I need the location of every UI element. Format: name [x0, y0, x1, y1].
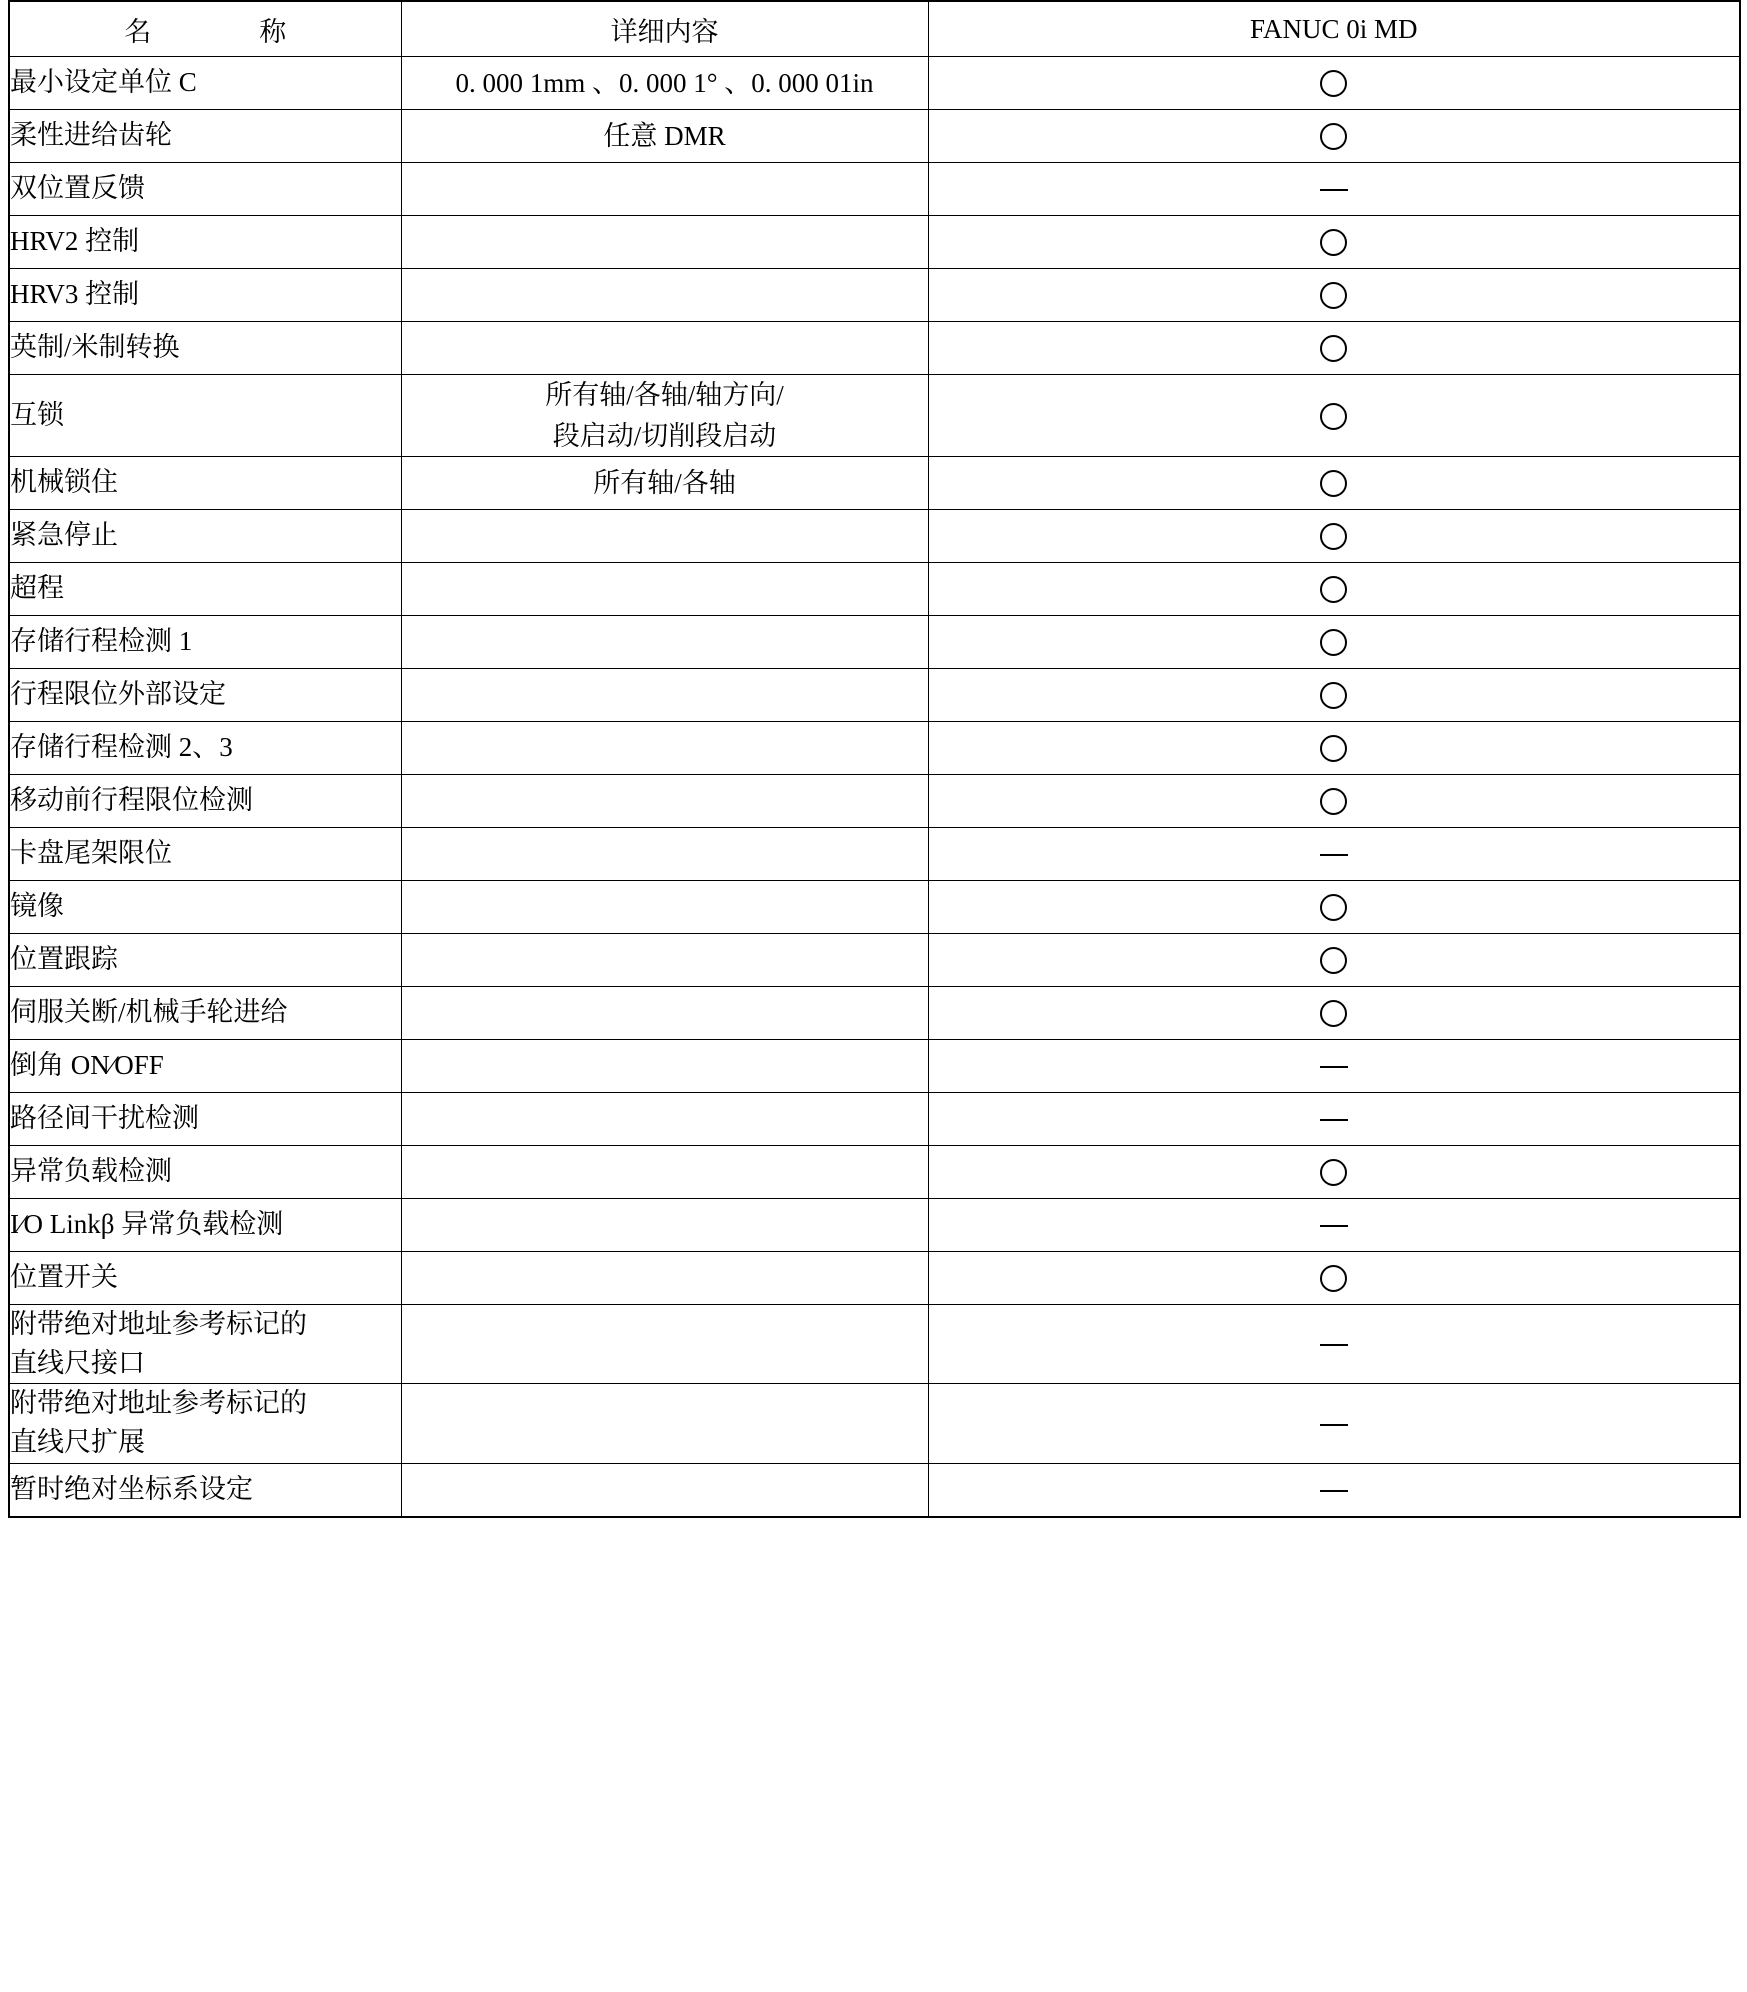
row-detail-cell [401, 987, 928, 1040]
table-row [9, 669, 1740, 722]
not-supported-dash-icon [1320, 1344, 1348, 1346]
row-name-cell: 路径间干扰检测 [9, 1093, 401, 1146]
row-name-cell: 英制/米制转换 [9, 322, 401, 375]
not-supported-dash-icon [1320, 1424, 1348, 1426]
table-row [9, 828, 1740, 881]
row-detail-cell [401, 510, 928, 563]
row-name-line-1: 附带绝对地址参考标记的 [10, 1388, 307, 1419]
row-detail-cell [401, 269, 928, 322]
row-support-mark-cell [928, 1199, 1740, 1252]
row-name-cell [9, 1384, 401, 1463]
supported-circle-icon [1320, 282, 1347, 309]
not-supported-dash-icon [1320, 1225, 1348, 1227]
column-header-model: FANUC 0i MD [928, 1, 1740, 57]
table-row [9, 375, 1740, 457]
row-detail-cell [401, 881, 928, 934]
row-detail-cell: 任意 DMR [401, 110, 928, 163]
table-row [9, 987, 1740, 1040]
row-name-cell: 行程限位外部设定 [9, 669, 401, 722]
row-name-cell: 位置跟踪 [9, 934, 401, 987]
table-row [9, 1252, 1740, 1305]
supported-circle-icon [1320, 682, 1347, 709]
supported-circle-icon [1320, 1265, 1347, 1292]
row-detail-cell: 0. 000 1mm 、0. 000 1° 、0. 000 01in [401, 57, 928, 110]
row-support-mark-cell [928, 57, 1740, 110]
row-name-cell: 紧急停止 [9, 510, 401, 563]
row-support-mark-cell [928, 457, 1740, 510]
supported-circle-icon [1320, 403, 1347, 430]
row-detail-cell [401, 669, 928, 722]
row-detail-cell [401, 828, 928, 881]
table-row [9, 1093, 1740, 1146]
row-name-cell: 暂时绝对坐标系设定 [9, 1463, 401, 1517]
row-name-cell: HRV3 控制 [9, 269, 401, 322]
row-support-mark-cell [928, 1040, 1740, 1093]
row-name-cell: I∕O Linkβ 异常负载检测 [9, 1199, 401, 1252]
supported-circle-icon [1320, 523, 1347, 550]
row-support-mark-cell [928, 934, 1740, 987]
row-support-mark-cell [928, 722, 1740, 775]
row-support-mark-cell [928, 110, 1740, 163]
supported-circle-icon [1320, 470, 1347, 497]
row-detail-cell [401, 1384, 928, 1463]
table-row [9, 1199, 1740, 1252]
row-name-cell: 卡盘尾架限位 [9, 828, 401, 881]
row-support-mark-cell [928, 216, 1740, 269]
row-support-mark-cell [928, 163, 1740, 216]
table-row [9, 1463, 1740, 1517]
table-header-row [9, 1, 1740, 57]
table-row [9, 110, 1740, 163]
table-row [9, 934, 1740, 987]
row-detail-cell [401, 1146, 928, 1199]
row-detail-line-1: 所有轴/各轴/轴方向/ [545, 380, 784, 410]
row-detail-cell [401, 375, 928, 457]
table-row [9, 881, 1740, 934]
row-name-cell: 最小设定单位 C [9, 57, 401, 110]
row-name-line-1: 附带绝对地址参考标记的 [10, 1309, 307, 1339]
table-row [9, 269, 1740, 322]
not-supported-dash-icon [1320, 1119, 1348, 1121]
column-header-name: 名 称 [9, 1, 401, 57]
row-detail-cell: 所有轴/各轴 [401, 457, 928, 510]
row-detail-cell [401, 1252, 928, 1305]
table-row [9, 163, 1740, 216]
not-supported-dash-icon [1320, 854, 1348, 856]
row-support-mark-cell [928, 1384, 1740, 1463]
row-support-mark-cell [928, 1146, 1740, 1199]
row-support-mark-cell [928, 563, 1740, 616]
table-row [9, 616, 1740, 669]
row-name-cell: 镜像 [9, 881, 401, 934]
row-name-line-2: 直线尺扩展 [10, 1427, 145, 1458]
row-detail-cell [401, 322, 928, 375]
row-name-line-2: 直线尺接口 [10, 1348, 145, 1379]
row-detail-cell [401, 1305, 928, 1384]
supported-circle-icon [1320, 229, 1347, 256]
row-support-mark-cell [928, 510, 1740, 563]
row-detail-cell [401, 1199, 928, 1252]
row-name-cell: 柔性进给齿轮 [9, 110, 401, 163]
supported-circle-icon [1320, 1000, 1347, 1027]
row-name-cell: 倒角 ON∕OFF [9, 1040, 401, 1093]
row-name-cell: 机械锁住 [9, 457, 401, 510]
row-name-cell: 异常负载检测 [9, 1146, 401, 1199]
row-support-mark-cell [928, 987, 1740, 1040]
supported-circle-icon [1320, 576, 1347, 603]
row-support-mark-cell [928, 828, 1740, 881]
row-support-mark-cell [928, 616, 1740, 669]
row-support-mark-cell [928, 669, 1740, 722]
table-row [9, 322, 1740, 375]
row-detail-cell [401, 563, 928, 616]
row-name-cell: 互锁 [9, 375, 401, 457]
row-detail-cell [401, 1463, 928, 1517]
supported-circle-icon [1320, 335, 1347, 362]
row-detail-cell [401, 163, 928, 216]
row-support-mark-cell [928, 322, 1740, 375]
supported-circle-icon [1320, 788, 1347, 815]
row-name-cell: 存储行程检测 1 [9, 616, 401, 669]
row-support-mark-cell [928, 375, 1740, 457]
row-support-mark-cell [928, 1463, 1740, 1517]
table-row [9, 510, 1740, 563]
not-supported-dash-icon [1320, 1066, 1348, 1068]
column-header-detail: 详细内容 [401, 1, 928, 57]
row-support-mark-cell [928, 1093, 1740, 1146]
table-body [9, 57, 1740, 1517]
not-supported-dash-icon [1320, 1490, 1348, 1492]
row-name-cell [9, 1305, 401, 1384]
row-name-cell: 双位置反馈 [9, 163, 401, 216]
supported-circle-icon [1320, 70, 1347, 97]
row-support-mark-cell [928, 1252, 1740, 1305]
supported-circle-icon [1320, 735, 1347, 762]
row-detail-line-2: 段启动/切削段启动 [552, 420, 777, 451]
row-support-mark-cell [928, 775, 1740, 828]
not-supported-dash-icon [1320, 189, 1348, 191]
table-row [9, 563, 1740, 616]
supported-circle-icon [1320, 894, 1347, 921]
row-detail-cell [401, 722, 928, 775]
table-header [9, 1, 1740, 57]
row-support-mark-cell [928, 269, 1740, 322]
table-row [9, 1146, 1740, 1199]
row-name-cell: 移动前行程限位检测 [9, 775, 401, 828]
supported-circle-icon [1320, 1159, 1347, 1186]
row-name-cell: HRV2 控制 [9, 216, 401, 269]
row-support-mark-cell [928, 881, 1740, 934]
row-detail-cell [401, 1093, 928, 1146]
table-row [9, 775, 1740, 828]
specification-table [8, 0, 1741, 1518]
table-row [9, 457, 1740, 510]
table-row [9, 216, 1740, 269]
row-detail-cell [401, 934, 928, 987]
table-row [9, 57, 1740, 110]
row-detail-cell [401, 216, 928, 269]
supported-circle-icon [1320, 123, 1347, 150]
supported-circle-icon [1320, 629, 1347, 656]
table-row [9, 1040, 1740, 1093]
row-detail-cell [401, 1040, 928, 1093]
table-row [9, 1384, 1740, 1463]
table-row [9, 722, 1740, 775]
supported-circle-icon [1320, 947, 1347, 974]
row-name-cell: 位置开关 [9, 1252, 401, 1305]
row-name-cell: 伺服关断/机械手轮进给 [9, 987, 401, 1040]
row-name-cell: 存储行程检测 2、3 [9, 722, 401, 775]
table-row [9, 1305, 1740, 1384]
row-detail-cell [401, 616, 928, 669]
row-support-mark-cell [928, 1305, 1740, 1384]
row-name-cell: 超程 [9, 563, 401, 616]
row-detail-cell [401, 775, 928, 828]
